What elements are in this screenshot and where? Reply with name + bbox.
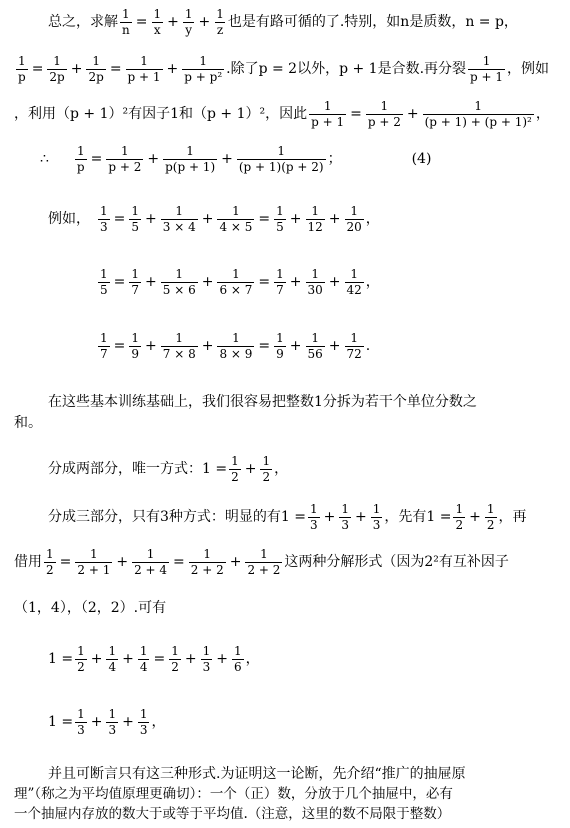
fraction: $\frac{1}{30}$ [307, 267, 323, 297]
fraction: $\frac{1}{3}$ [310, 502, 318, 532]
fraction: $\frac{1}{2}$ [486, 502, 495, 532]
fraction: $\frac{1}{2p}$ [49, 54, 65, 84]
op: = [31, 61, 44, 78]
line-1 [48, 8, 518, 36]
op: = [109, 61, 122, 78]
fraction-1-n: $\frac{1}{n}$ [122, 7, 130, 37]
borrow-line: 借用 $\frac{1}{2}$ = $\frac{1}{2 + 1}$ + $\frac{1}{2 + 4}$ = $\frac{1}{2 + 2}$ + $\frac{1}{2 + 2}$ 这两种分解形式（因为2²有互补因子 [14, 547, 509, 577]
fraction: $\frac{1}{2}$ [231, 454, 239, 484]
text: 1 = [48, 651, 74, 668]
fraction: $\frac{1}{2 + 2}$ [190, 547, 224, 577]
text: ； [327, 151, 342, 168]
last-paragraph-line-3: 一个抽屉内存放的数大于或等于平均值.（注意，这里的数不局限于整数） [14, 806, 451, 822]
paragraph-1: 在这些基本训练基础上，我们很容易把整数1分拆为若干个单位分数之 [48, 394, 477, 410]
line-3 [14, 100, 550, 128]
fraction: $\frac{1}{3}$ [202, 644, 211, 674]
op: + [221, 151, 233, 168]
equation-number: (4) [411, 151, 432, 168]
fraction: $\frac{1}{3}$ [77, 707, 85, 737]
text: ， [365, 274, 380, 291]
text: ， [274, 461, 289, 478]
fraction: $\frac{1}{p + 1}$ [127, 54, 161, 84]
fraction: $\frac{1}{2}$ [262, 454, 271, 484]
fraction: $\frac{1}{p(p + 1)}$ [165, 144, 216, 174]
fraction: $\frac{1}{4}$ [139, 644, 148, 674]
fraction: $\frac{1}{2 + 1}$ [77, 547, 111, 577]
text: ， [151, 714, 166, 731]
last-paragraph-line-1: 并且可断言只有这三种形式.为证明这一论断，先介绍“推广的抽屉原 [48, 766, 466, 782]
fraction: $\frac{1}{42}$ [346, 267, 362, 297]
op: + [198, 14, 211, 31]
fraction: $\frac{1}{3}$ [108, 707, 117, 737]
fraction-1-x: $\frac{1}{x}$ [153, 7, 162, 37]
decomposition-1: 1 = $\frac{1}{2}$ + $\frac{1}{4}$ + $\frac{1}{4}$ = $\frac{1}{2}$ + $\frac{1}{3}$ + $\frac{1}{6}$ ， [48, 644, 260, 674]
text: . [365, 338, 371, 355]
text: 分成三部分，只有3种方式：明显的有1 = [48, 509, 306, 526]
fraction: $\frac{1}{72}$ [346, 331, 362, 361]
fraction: $\frac{1}{3}$ [100, 204, 108, 234]
text: 借用 [14, 554, 42, 571]
fraction: $\frac{1}{2}$ [46, 547, 54, 577]
fraction: $\frac{1}{9}$ [131, 331, 140, 361]
example-row-1: 例如， $\frac{1}{3}$ = $\frac{1}{5}$ + $\frac{1}{3 \times 4}$ + $\frac{1}{4 \times 5}$ = $\frac{1}{5}$ + $\frac{1}{12}$ + $\frac{1}{20}$ ， [48, 204, 380, 234]
fraction: $\frac{1}{2}$ [171, 644, 179, 674]
fraction: $\frac{1}{5 \times 6}$ [162, 267, 196, 297]
fraction: $\frac{1}{7}$ [276, 267, 284, 297]
fraction: $\frac{1}{4 \times 5}$ [219, 204, 253, 234]
op: + [147, 151, 160, 168]
fraction: $\frac{1}{20}$ [346, 204, 362, 234]
example-row-3: $\frac{1}{7}$ = $\frac{1}{9}$ + $\frac{1}{7 \times 8}$ + $\frac{1}{8 \times 9}$ = $\frac{1}{9}$ + $\frac{1}{56}$ + $\frac{1}{72}$ . [100, 331, 371, 361]
fraction: $\frac{1}{3}$ [139, 707, 148, 737]
fraction: $\frac{1}{\text{(p + 1) + (p + 1)²}}$ [424, 99, 532, 129]
fraction-1-z: $\frac{1}{z}$ [216, 7, 224, 37]
fraction: $\frac{1}{(p + 1)(p + 2)}$ [238, 144, 324, 174]
fraction: $\frac{1}{6}$ [233, 644, 242, 674]
line-4 [40, 145, 431, 173]
fraction: $\frac{1}{2 + 4}$ [134, 547, 168, 577]
text: 1 = [48, 714, 74, 731]
op: + [166, 61, 179, 78]
op: + [167, 14, 179, 31]
two-parts-line: 分成两部分，唯一方式：1 = $\frac{1}{2}$ + $\frac{1}{2}$ ， [48, 454, 289, 484]
example-row-2: $\frac{1}{5}$ = $\frac{1}{7}$ + $\frac{1}{5 \times 6}$ + $\frac{1}{6 \times 7}$ = $\frac{1}{7}$ + $\frac{1}{30}$ + $\frac{1}{42}$ ， [100, 267, 380, 297]
text: .除了p = 2以外，p + 1是合数.再分裂 [226, 61, 467, 78]
line-2 [14, 55, 549, 83]
fraction: $\frac{1}{9}$ [276, 331, 284, 361]
op: = [350, 106, 362, 123]
pairs-line: （1，4），（2，2）.可有 [14, 600, 167, 616]
fraction: $\frac{1}{2}$ [455, 502, 464, 532]
text: ，例如 [507, 61, 550, 78]
fraction: $\frac{1}{3}$ [372, 502, 381, 532]
fraction: $\frac{1}{56}$ [307, 331, 323, 361]
fraction: $\frac{1}{6 \times 7}$ [219, 267, 253, 297]
fraction: $\frac{1}{p}$ [76, 144, 85, 174]
text: ，先有1 = [384, 509, 452, 526]
fraction: $\frac{1}{8 \times 9}$ [219, 331, 253, 361]
op: + [70, 61, 83, 78]
therefore-symbol: ∴ [40, 151, 49, 168]
text: 例如， [48, 211, 90, 228]
fraction: $\frac{1}{7}$ [131, 267, 140, 297]
text: ， [535, 106, 550, 123]
text: ，利用（p + 1）²有因子1和（p + 1）²，因此 [14, 106, 308, 123]
fraction: $\frac{1}{3}$ [341, 502, 350, 532]
fraction: $\frac{1}{2p}$ [88, 54, 104, 84]
fraction: 1 p + 1 [470, 54, 504, 84]
text: ， [245, 651, 260, 668]
fraction: $\frac{1}{5}$ [100, 267, 108, 297]
op: = [135, 14, 148, 31]
three-parts-line: 分成三部分，只有3种方式：明显的有1 = $\frac{1}{3}$ + $\frac{1}{3}$ + $\frac{1}{3}$ ，先有1 = $\frac{1}{2}$ + $\frac{1}{2}$ ，再 [48, 502, 527, 532]
fraction: $\frac{1}{5}$ [276, 204, 284, 234]
text: 分成两部分，唯一方式：1 = [48, 461, 228, 478]
text: 总之，求解 [48, 14, 118, 31]
fraction: $\frac{1}{3 \times 4}$ [162, 204, 196, 234]
text: ，再 [498, 509, 527, 526]
fraction: $\frac{1}{p}$ [18, 54, 26, 84]
fraction: $\frac{1}{7}$ [100, 331, 108, 361]
text: 也是有路可循的了.特别，如n是质数，n = p， [227, 14, 518, 31]
fraction: $\frac{1}{12}$ [307, 204, 323, 234]
text: ， [365, 211, 380, 228]
text: 这两种分解形式（因为2²有互补因子 [284, 554, 509, 571]
fraction: $\frac{1}{2 + 2}$ [247, 547, 281, 577]
fraction: $\frac{1}{p + 2}$ [108, 144, 142, 174]
fraction: $\frac{1}{\text{p + p²}}$ [184, 54, 223, 84]
last-paragraph-line-2: 理”（称之为平均值原理更确切）：一个（正）数，分放于几个抽屉中，必有 [14, 786, 453, 802]
op: + [406, 106, 419, 123]
fraction: $\frac{1}{p + 1}$ [311, 99, 345, 129]
fraction: $\frac{1}{5}$ [131, 204, 140, 234]
fraction: $\frac{1}{7 \times 8}$ [162, 331, 196, 361]
fraction: $\frac{1}{2}$ [77, 644, 85, 674]
op: = [90, 151, 103, 168]
paragraph-1-cont: 和。 [14, 415, 42, 431]
fraction: $\frac{1}{p + 2}$ [367, 99, 401, 129]
decomposition-2: 1 = $\frac{1}{3}$ + $\frac{1}{3}$ + $\frac{1}{3}$ ， [48, 707, 166, 737]
fraction: $\frac{1}{4}$ [108, 644, 117, 674]
fraction-1-y: $\frac{1}{y}$ [184, 7, 193, 37]
